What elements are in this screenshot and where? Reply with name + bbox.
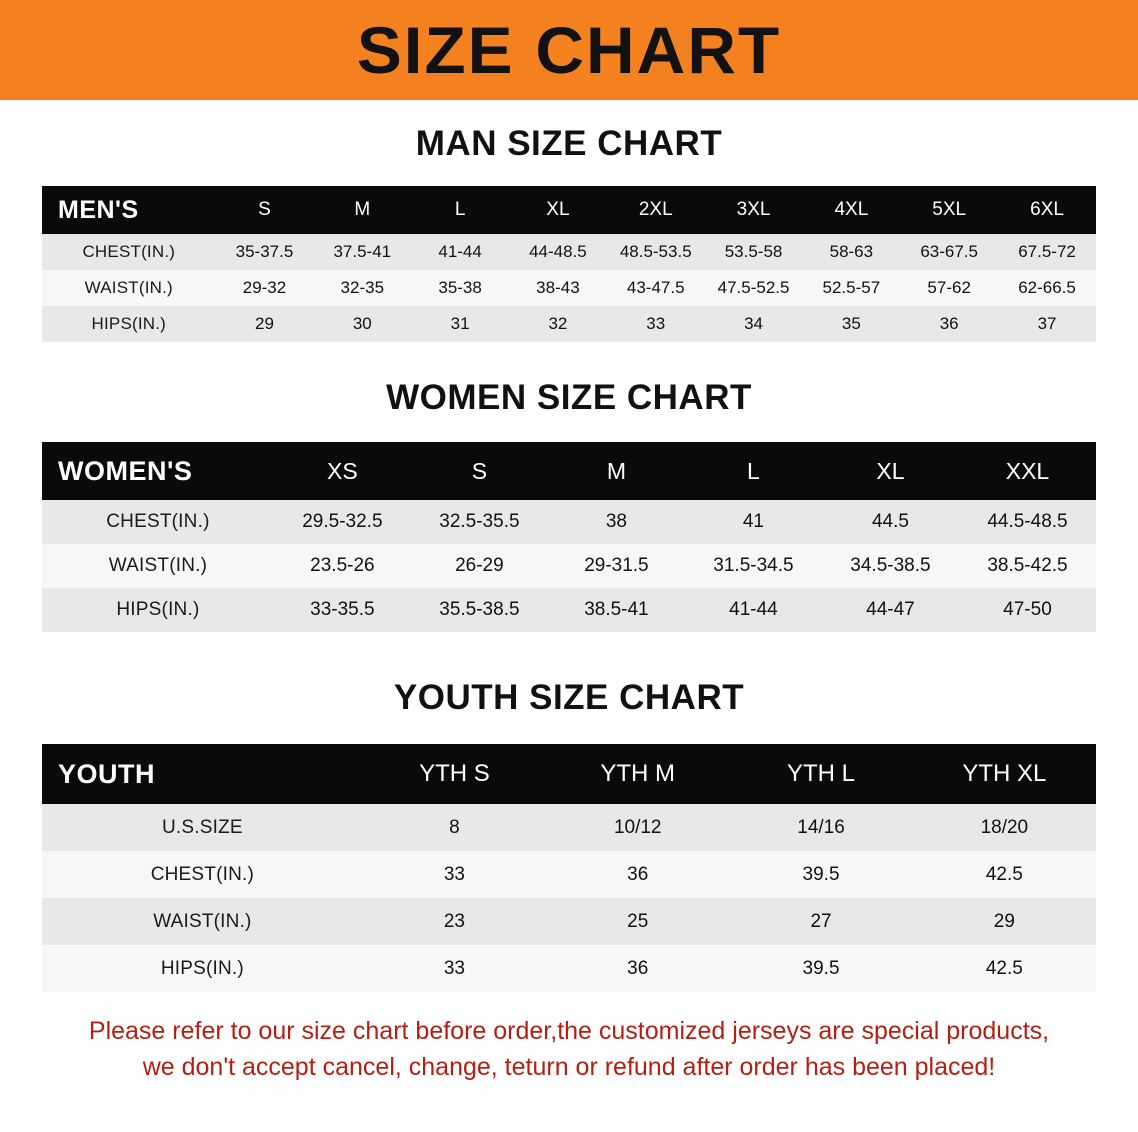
man-col-header: 3XL: [705, 186, 803, 234]
women-cell: 29.5-32.5: [302, 511, 383, 532]
disclaimer-note: [38, 1014, 1100, 1085]
youth-table-wrap: [0, 744, 1138, 992]
women-cell: 23.5-26: [310, 555, 375, 576]
man-table-body: [42, 234, 1096, 342]
man-row-label: HIPS(IN.): [91, 314, 167, 333]
man-col-header: XL: [509, 186, 607, 234]
man-cell: 44-48.5: [529, 242, 587, 261]
youth-size-table: [42, 744, 1096, 992]
man-col-header: L: [411, 186, 509, 234]
youth-cell: 33: [443, 957, 465, 979]
man-cell: 32: [548, 314, 568, 333]
women-row-label: HIPS(IN.): [116, 599, 200, 620]
women-col-header: XXL: [959, 442, 1096, 500]
page-banner: [0, 0, 1138, 100]
man-col-header: M: [313, 186, 411, 234]
youth-row-label: WAIST(IN.): [153, 910, 252, 932]
man-size-table: [42, 186, 1096, 342]
man-cell: 57-62: [927, 278, 971, 297]
women-table-wrap: [0, 442, 1138, 632]
women-cell: 44-47: [866, 599, 915, 620]
man-cell: 34: [744, 314, 763, 333]
man-cell: 37: [1037, 314, 1057, 333]
women-cell: 32.5-35.5: [439, 511, 520, 532]
women-cell: 38.5-41: [584, 599, 649, 620]
women-cell: 26-29: [455, 555, 504, 576]
man-cell: 36: [939, 314, 959, 333]
man-table-wrap: [0, 186, 1138, 342]
table-row: [42, 270, 1096, 306]
women-col-header: S: [411, 442, 548, 500]
women-cell: 33-35.5: [310, 599, 375, 620]
youth-cell: 42.5: [985, 863, 1023, 885]
women-cell: 44.5-48.5: [987, 511, 1068, 532]
youth-cell: 39.5: [802, 957, 840, 979]
man-col-header: 4XL: [802, 186, 900, 234]
youth-cell: 36: [627, 863, 649, 885]
table-header-row: [42, 442, 1096, 500]
women-table-body: [42, 500, 1096, 632]
women-corner-label: WOMEN'S: [42, 442, 274, 500]
youth-cell: 23: [443, 910, 465, 932]
man-cell: 29: [255, 314, 274, 333]
women-cell: 35.5-38.5: [439, 599, 520, 620]
man-cell: 67.5-72: [1018, 242, 1076, 261]
women-cell: 41-44: [729, 599, 778, 620]
table-row: [42, 306, 1096, 342]
women-cell: 47-50: [1003, 599, 1052, 620]
table-row: [42, 234, 1096, 270]
youth-cell: 14/16: [797, 816, 845, 838]
youth-cell: 42.5: [985, 957, 1023, 979]
man-cell: 33: [646, 314, 666, 333]
table-row: [42, 851, 1096, 898]
women-section-title: WOMEN SIZE CHART: [386, 378, 752, 417]
man-corner-label: MEN'S: [42, 186, 216, 234]
women-row-label: CHEST(IN.): [106, 511, 210, 532]
youth-corner-label: YOUTH: [42, 744, 363, 804]
man-col-header: 6XL: [998, 186, 1096, 234]
man-cell: 43-47.5: [626, 278, 685, 297]
youth-col-header: YTH XL: [913, 744, 1096, 804]
disclaimer-line-2: we don't accept cancel, change, teturn or refund after order has been placed!: [142, 1052, 996, 1081]
man-col-header: 2XL: [607, 186, 705, 234]
table-row: [42, 500, 1096, 544]
youth-cell: 27: [810, 910, 832, 932]
youth-cell: 25: [627, 910, 649, 932]
youth-cell: 29: [993, 910, 1015, 932]
man-cell: 38-43: [536, 278, 580, 297]
women-col-header: XL: [822, 442, 959, 500]
disclaimer-line-1: Please refer to our size chart before order,the customized jerseys are special products,: [88, 1017, 1050, 1045]
women-row-label: WAIST(IN.): [108, 555, 208, 576]
man-cell: 35: [841, 314, 861, 333]
youth-table-body: [42, 804, 1096, 992]
youth-cell: 8: [449, 816, 460, 838]
women-cell: 34.5-38.5: [850, 555, 931, 576]
youth-cell: 39.5: [802, 863, 840, 885]
man-cell: 30: [352, 314, 372, 333]
man-cell: 53.5-58: [724, 242, 783, 261]
youth-cell: 18/20: [980, 816, 1029, 838]
man-col-header: S: [216, 186, 314, 234]
table-header-row: [42, 744, 1096, 804]
man-table-head: [42, 186, 1096, 234]
women-cell: 38.5-42.5: [987, 555, 1068, 576]
table-header-row: [42, 186, 1096, 234]
table-row: [42, 898, 1096, 945]
youth-cell: 36: [627, 957, 649, 979]
youth-col-header: YTH S: [363, 744, 546, 804]
women-col-header: XS: [274, 442, 411, 500]
youth-section-title: YOUTH SIZE CHART: [393, 678, 745, 717]
man-col-header: 5XL: [900, 186, 998, 234]
man-cell: 29-32: [242, 278, 287, 297]
man-cell: 62-66.5: [1018, 278, 1076, 297]
women-cell: 44.5: [871, 511, 909, 532]
man-row-label: CHEST(IN.): [82, 242, 176, 261]
women-col-header: L: [685, 442, 822, 500]
women-col-header: M: [548, 442, 685, 500]
man-cell: 58-63: [829, 242, 874, 261]
women-cell: 29-31.5: [584, 555, 649, 576]
women-cell: 38: [605, 511, 627, 532]
women-cell: 31.5-34.5: [713, 555, 794, 576]
man-cell: 41-44: [438, 242, 482, 261]
youth-col-header: YTH M: [546, 744, 729, 804]
youth-col-header: YTH L: [729, 744, 912, 804]
man-cell: 35-38: [438, 278, 482, 297]
man-cell: 32-35: [340, 278, 385, 297]
page-title: SIZE CHART: [356, 13, 782, 87]
table-row: [42, 945, 1096, 992]
women-size-table: [42, 442, 1096, 632]
table-row: [42, 804, 1096, 851]
youth-row-label: HIPS(IN.): [160, 957, 244, 979]
man-cell: 47.5-52.5: [717, 278, 790, 297]
man-section-title: MAN SIZE CHART: [415, 124, 723, 163]
youth-row-label: CHEST(IN.): [150, 863, 255, 885]
man-cell: 37.5-41: [333, 242, 392, 261]
youth-row-label: U.S.SIZE: [161, 816, 243, 838]
man-cell: 35-37.5: [235, 242, 294, 261]
man-cell: 31: [450, 314, 470, 333]
table-row: [42, 544, 1096, 588]
women-table-head: [42, 442, 1096, 500]
man-cell: 63-67.5: [920, 242, 978, 261]
youth-table-head: [42, 744, 1096, 804]
man-row-label: WAIST(IN.): [84, 278, 173, 297]
man-cell: 48.5-53.5: [619, 242, 692, 261]
table-row: [42, 588, 1096, 632]
man-cell: 52.5-57: [822, 278, 881, 297]
youth-cell: 33: [443, 863, 465, 885]
youth-cell: 10/12: [613, 816, 662, 838]
women-cell: 41: [742, 511, 764, 532]
